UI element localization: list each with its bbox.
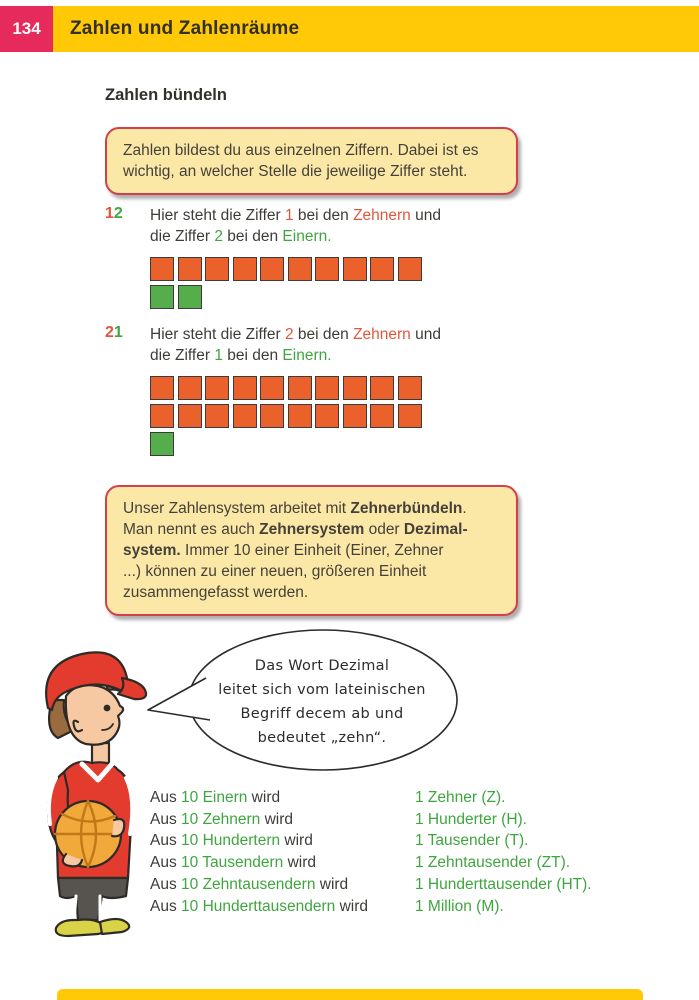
orange-block (233, 376, 257, 400)
conversion-source: Aus 10 Einern wird (150, 789, 281, 806)
orange-block (260, 404, 284, 428)
info-box-decimal-system: Unser Zahlensystem arbeitet mit Zehnerbündeln. Man nennt es auch Zehnersystem oder Dezimal- system. Immer 10 einer Einheit (Einer, Zehner ...) können zu einer neuen, größeren Einheit zusammengefasst werden. (105, 485, 518, 616)
orange-block (150, 404, 174, 428)
conversion-source: Aus 10 Zehntausendern wird (150, 875, 349, 893)
orange-block (178, 376, 202, 400)
orange-block (370, 376, 394, 400)
orange-block (150, 376, 174, 400)
conversion-result: 1 Hunderttausender (HT). (415, 875, 592, 893)
speech-bubble (140, 626, 470, 778)
conversion-result: 1 Tausender (T). (415, 832, 529, 850)
orange-block (178, 257, 202, 281)
conversion-result: 1 Million (M). (415, 897, 504, 915)
info-box-digits (105, 127, 518, 195)
orange-block (398, 376, 422, 400)
block-row-orange (150, 376, 425, 400)
conversion-source: Aus 10 Zehnern wird (150, 810, 294, 828)
conversion-source: Aus 10 Hundertern wird (150, 832, 313, 850)
orange-block (315, 404, 339, 428)
orange-block (315, 376, 339, 400)
orange-block (260, 257, 284, 281)
block-row-green (150, 285, 425, 309)
blocks-diagram-21 (150, 376, 425, 460)
orange-block (205, 404, 229, 428)
chapter-title: Zahlen und Zahlenräume (70, 18, 300, 39)
orange-block (315, 257, 339, 281)
blocks-diagram-12 (150, 257, 425, 313)
footer-strip (57, 989, 643, 1000)
example-sentence-21: Hier steht die Ziffer 2 bei den Zehnern und die Ziffer 1 bei den Einern. (150, 326, 441, 364)
page-number-badge: 134 (0, 6, 53, 52)
speech-bubble-text: Das Wort Dezimal leitet sich vom lateinischen Begriff decem ab und bedeutet „zehn“. (218, 658, 426, 746)
page-header (0, 6, 699, 52)
orange-block (398, 257, 422, 281)
example-number-12: 12 (105, 205, 123, 222)
section-title: Zahlen bündeln (105, 86, 227, 104)
block-row-orange (150, 257, 425, 281)
orange-block (370, 404, 394, 428)
orange-block (178, 404, 202, 428)
orange-block (288, 404, 312, 428)
orange-block (370, 257, 394, 281)
orange-block (343, 257, 367, 281)
conversion-result: 1 Zehner (Z). (415, 789, 506, 806)
conversion-result: 1 Zehntausender (ZT). (415, 854, 571, 872)
orange-block (343, 404, 367, 428)
orange-block (288, 376, 312, 400)
info-box-line: wichtig, an welcher Stelle die jeweilige Ziffer steht. (123, 163, 468, 180)
orange-block (398, 404, 422, 428)
example-sentence-12: Hier steht die Ziffer 1 bei den Zehnern und die Ziffer 2 bei den Einern. (150, 207, 441, 245)
block-row-orange (150, 404, 425, 428)
orange-block (233, 257, 257, 281)
conversion-source: Aus 10 Tausendern wird (150, 854, 317, 872)
example-number-21: 21 (105, 324, 123, 341)
orange-block (343, 376, 367, 400)
orange-block (233, 404, 257, 428)
boy-illustration (14, 638, 159, 943)
conversion-source: Aus 10 Hunderttausendern wird (150, 897, 369, 915)
block-row-green (150, 432, 425, 456)
info-box-line: Zahlen bildest du aus einzelnen Ziffern. Dabei ist es (123, 142, 479, 159)
orange-block (150, 257, 174, 281)
green-block (178, 285, 202, 309)
orange-block (260, 376, 284, 400)
orange-block (205, 257, 229, 281)
green-block (150, 432, 174, 456)
orange-block (205, 376, 229, 400)
conversion-result: 1 Hunderter (H). (415, 810, 527, 828)
conversion-list (150, 787, 650, 917)
green-block (150, 285, 174, 309)
orange-block (288, 257, 312, 281)
